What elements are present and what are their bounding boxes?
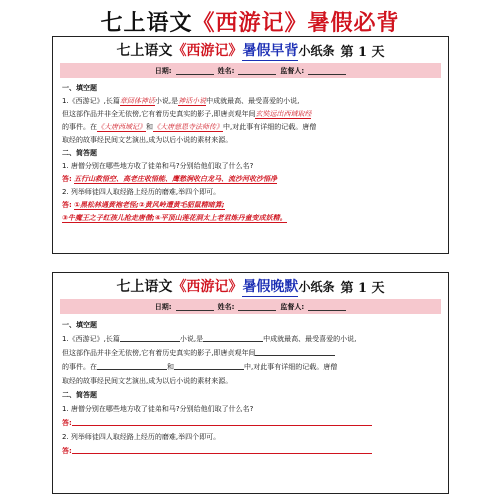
section-short-answer: 二、简答题 <box>62 391 97 399</box>
short-question-1: 1. 唐僧分别在哪些地方收了徒弟和马?分别给他们取了什么名? <box>62 162 254 170</box>
fill-question-line-4: 取经的故事经民间文艺演出,成为以后小说的素材来源。 <box>62 136 233 144</box>
answer-blank[interactable] <box>72 446 372 454</box>
date-blank[interactable] <box>176 67 214 75</box>
answer-label: 答: <box>62 419 72 427</box>
blank-event[interactable] <box>255 348 335 356</box>
card-title-book: 《西游记》 <box>172 43 243 59</box>
fill-question-line-1: 1.《西游记》,长篇 小说,是 中成就最高、最受喜爱的小说, <box>62 335 357 343</box>
morning-recite-card <box>52 36 449 254</box>
date-label: 日期: <box>154 302 172 311</box>
name-label: 姓名: <box>217 302 235 311</box>
blank-book-2[interactable] <box>174 362 244 370</box>
card-title <box>53 273 448 299</box>
card-title-sub: 小纸条 <box>298 279 335 294</box>
card-title-book: 《西游记》 <box>172 279 243 295</box>
page-title-suffix: 暑假必背 <box>307 10 400 36</box>
page-title <box>0 6 500 37</box>
answer-label: 答: <box>62 175 72 183</box>
fill-question-line-1: 1.《西游记》,长篇章回体神话小说,是神话小说中成就最高、最受喜爱的小说, <box>62 97 300 105</box>
card-title-sub: 小纸条 <box>298 43 335 58</box>
short-question-2: 2. 列举师徒四人取经路上经历的磨难,举四个即可。 <box>62 433 221 441</box>
info-bar <box>60 299 441 314</box>
fill-question-line-2: 但这部作品并非全无依傍,它有着历史真实的影子,即唐贞观年间玄奘远出西域取经 <box>62 110 312 118</box>
short-answer-1 <box>62 173 439 186</box>
short-question-2: 2. 列举师徒四人取经路上经历的磨难,举四个即可。 <box>62 188 221 196</box>
answer-label: 答: <box>62 201 72 209</box>
card-title-mode: 暑假早背 <box>242 40 298 61</box>
short-answer-2 <box>62 444 439 458</box>
answer-text: ③牛魔王之子红孩儿抢走唐僧;④平顶山莲花洞太上老君炼丹童变成妖精。 <box>62 214 287 222</box>
section-short-answer: 二、简答题 <box>62 149 97 157</box>
date-label: 日期: <box>154 66 172 75</box>
short-question-1: 1. 唐僧分别在哪些地方收了徒弟和马?分别给他们取了什么名? <box>62 405 254 413</box>
fill-question-line-3: 的事件。在 和 中,对此事有详细的记载。唐僧 <box>62 363 338 371</box>
blank-genre[interactable] <box>120 334 180 342</box>
page-title-book: 《西游记》 <box>192 10 308 36</box>
supervisor-blank[interactable] <box>308 67 346 75</box>
card-body <box>53 78 448 225</box>
short-answer-1 <box>62 416 439 430</box>
card-title-day: 第 1 天 <box>340 280 385 296</box>
card-title-mode: 暑假晚默 <box>242 276 298 297</box>
answer-label: 答: <box>62 447 72 455</box>
info-bar <box>60 63 441 78</box>
answer-blank[interactable] <box>72 418 372 426</box>
answer-book-1: 《大唐西域记》 <box>97 123 146 131</box>
date-blank[interactable] <box>176 303 214 311</box>
supervisor-blank[interactable] <box>308 303 346 311</box>
answer-text: 五行山救悟空、高老庄收悟能、鹰愁涧收白龙马、流沙河收沙悟净 <box>74 175 278 183</box>
answer-category: 神话小说 <box>178 97 207 105</box>
card-body <box>53 314 448 458</box>
answer-event: 玄奘远出西域取经 <box>255 110 312 118</box>
page-title-prefix: 七上语文 <box>100 10 193 36</box>
answer-book-2: 《大唐慈恩寺法师传》 <box>153 123 223 131</box>
name-blank[interactable] <box>238 303 276 311</box>
fill-question-line-2: 但这部作品并非全无依傍,它有着历史真实的影子,即唐贞观年间 <box>62 346 439 360</box>
evening-dictation-card <box>52 272 449 494</box>
supervisor-label: 监督人: <box>280 302 305 311</box>
short-answer-2-line-1 <box>62 199 439 212</box>
answer-text: ①黑松林遇黄袍老怪;②黄风岭遭黄毛貂鼠精暗算; <box>74 201 225 209</box>
card-title-prefix: 七上语文 <box>116 43 173 59</box>
fill-question-line-3: 的事件。在《大唐西域记》和《大唐慈恩寺法师传》中,对此事有详细的记载。唐僧 <box>62 123 317 131</box>
blank-category[interactable] <box>203 334 263 342</box>
card-title-prefix: 七上语文 <box>116 279 173 295</box>
card-title-day: 第 1 天 <box>340 44 385 60</box>
section-fill-blank: 一、填空题 <box>62 84 97 92</box>
card-title <box>53 37 448 63</box>
short-answer-2-line-2 <box>62 212 439 225</box>
name-blank[interactable] <box>238 67 276 75</box>
section-fill-blank: 一、填空题 <box>62 321 97 329</box>
name-label: 姓名: <box>217 66 235 75</box>
blank-book-1[interactable] <box>97 362 167 370</box>
fill-question-line-4: 取经的故事经民间文艺演出,成为以后小说的素材来源。 <box>62 377 233 385</box>
answer-genre: 章回体神话 <box>119 97 155 105</box>
supervisor-label: 监督人: <box>280 66 305 75</box>
